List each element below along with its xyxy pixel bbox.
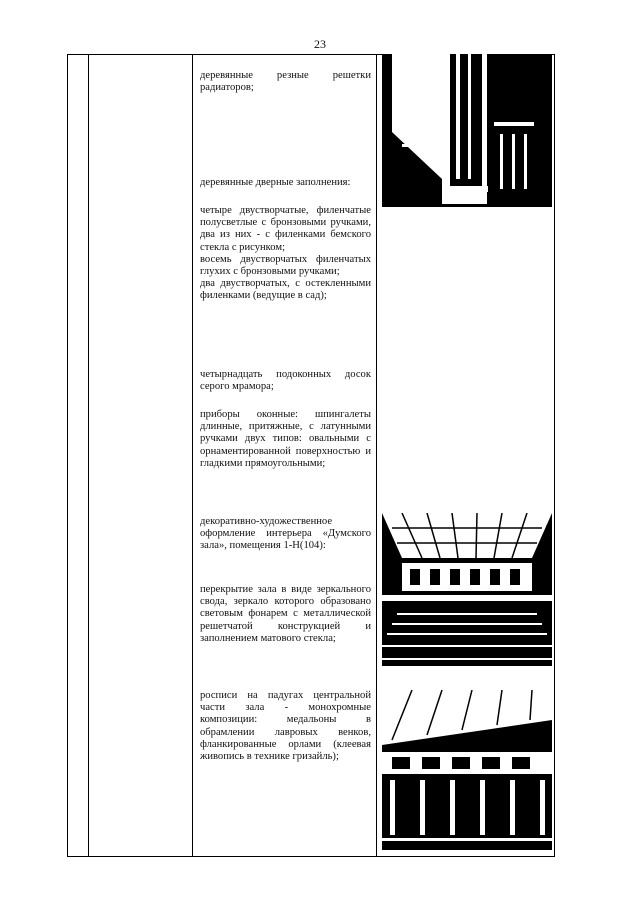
duma-hall-paintings-photo-image <box>382 690 552 850</box>
column-divider <box>192 55 193 856</box>
text-doors-four: четыре двустворчатые, филенчатые полусветлые с бронзовыми ручками, два из них - с филенками бемского стекла с рисунком; <box>200 205 371 253</box>
column-divider <box>376 55 377 856</box>
text-door-fillings: деревянные дверные заполнения: <box>200 177 351 188</box>
text-wall-paintings: росписи на падугах центральной части зала - монохромные композиции: медальоны в обрамлении лавровых венков, фланкированные орлами (клеевая живопись в технике гризайль); <box>200 690 371 763</box>
duma-hall-ceiling-photo <box>382 513 552 666</box>
text-vault-ceiling: перекрытие зала в виде зеркального свода, зеркало которого образовано световым фонарем с металлической решетчатой конструкцией и заполнением матового стекла; <box>200 584 371 644</box>
radiator-grille-photo <box>382 54 552 207</box>
text-marble-sills: четырнадцать подоконных досок серого мрамора; <box>200 369 371 393</box>
text-radiator-grilles: деревянные резные решетки радиаторов; <box>200 70 371 94</box>
text-window-hardware: приборы оконные: шпингалеты длинные, притяжные, с латунными ручками двух типов: овальными с орнаментированной поверхностью и гладкими прямоугольными; <box>200 409 371 469</box>
radiator-grille-photo-image <box>382 54 552 207</box>
text-doors-list <box>200 205 371 303</box>
text-doors-eight: восемь двустворчатых филенчатых глухих с бронзовыми ручками; <box>200 253 371 278</box>
duma-hall-ceiling-photo-image <box>382 513 552 666</box>
text-doors-two: два двустворчатых, с остекленными филенками (ведущие в сад); <box>200 278 371 302</box>
page-number: 23 <box>314 37 326 51</box>
duma-hall-paintings-photo <box>382 690 552 850</box>
column-divider <box>88 55 89 856</box>
text-duma-hall-decor: декоративно-художественное оформление интерьера «Думского зала», помещения 1-Н(104): <box>200 516 371 552</box>
